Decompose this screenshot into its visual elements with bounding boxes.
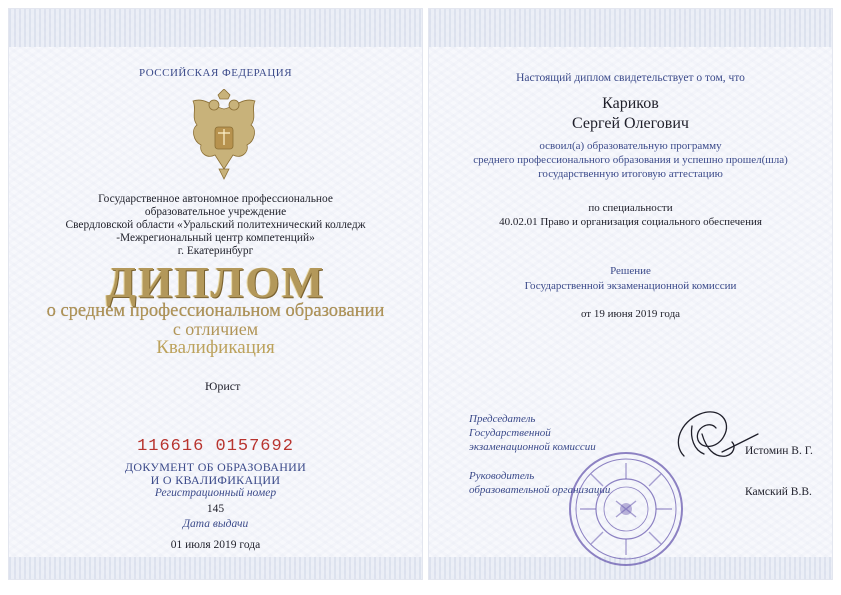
- program-line: государственную итоговую аттестацию: [538, 168, 723, 180]
- graduate-surname: Кариков: [602, 95, 659, 112]
- chair-label-line: экзаменационной комиссии: [469, 441, 596, 453]
- specialty-value: 40.02.01 Право и организация социального обеспечения: [499, 216, 762, 228]
- institution-line: образовательное учреждение: [144, 206, 287, 218]
- chair-name: Истомин В. Г.: [745, 445, 813, 457]
- institution-block: [9, 193, 422, 258]
- signature-icon: [662, 404, 762, 469]
- program-statement: [429, 139, 832, 181]
- certification-intro: Настоящий диплом свидетельствует о том, что: [516, 72, 745, 84]
- qualification-heading: Квалификация: [156, 337, 275, 358]
- document-type-line-1: ДОКУМЕНТ ОБ ОБРАЗОВАНИИ: [124, 460, 307, 474]
- serial-number: 116616 0157692: [137, 437, 294, 456]
- chair-label: [469, 412, 596, 454]
- honors-label: с отличием: [172, 319, 259, 339]
- document-type-line-2: И О КВАЛИФИКАЦИИ: [150, 473, 281, 487]
- chair-label-line: Председатель: [469, 413, 536, 425]
- head-label-line: образовательной организации: [469, 484, 611, 496]
- registration-number: 145: [206, 503, 225, 515]
- issue-date-label: Дата выдачи: [182, 518, 249, 530]
- diploma-left-page: [8, 8, 423, 580]
- registration-number-label: Регистрационный номер: [154, 487, 277, 499]
- commission-name: Государственной экзаменационной комиссии: [524, 280, 737, 292]
- diploma-subtitle: о среднем профессиональном образовании: [46, 301, 385, 321]
- institution-line: -Межрегиональный центр компетенций»: [116, 232, 315, 244]
- program-line: освоил(а) образовательную программу: [539, 140, 722, 152]
- program-line: среднего профессионального образования и успешно прошел(шла): [473, 154, 788, 166]
- top-ornament-band: [429, 9, 832, 47]
- bottom-ornament-band: [9, 557, 422, 579]
- diploma-title: ДИПЛОМ: [105, 258, 326, 307]
- head-name: Камский В.В.: [745, 486, 812, 498]
- institution-line: Государственное автономное профессиональное: [98, 193, 333, 205]
- graduate-given-names: Сергей Олегович: [572, 115, 689, 132]
- qualification-value: Юрист: [205, 379, 241, 393]
- coat-of-arms-icon: [181, 89, 267, 181]
- head-label-line: Руководитель: [469, 470, 535, 482]
- institution-line: Свердловской области «Уральский политехнический колледж: [65, 219, 366, 231]
- issue-date: 01 июля 2019 года: [170, 539, 261, 551]
- diploma-right-page: [428, 8, 833, 580]
- chair-label-line: Государственной: [469, 427, 551, 439]
- specialty-label: по специальности: [588, 202, 673, 214]
- decision-date: от 19 июня 2019 года: [580, 308, 681, 320]
- decision-label: Решение: [610, 265, 651, 277]
- country-heading: РОССИЙСКАЯ ФЕДЕРАЦИЯ: [138, 67, 293, 79]
- institution-line: г. Екатеринбург: [177, 245, 254, 257]
- top-ornament-band: [9, 9, 422, 47]
